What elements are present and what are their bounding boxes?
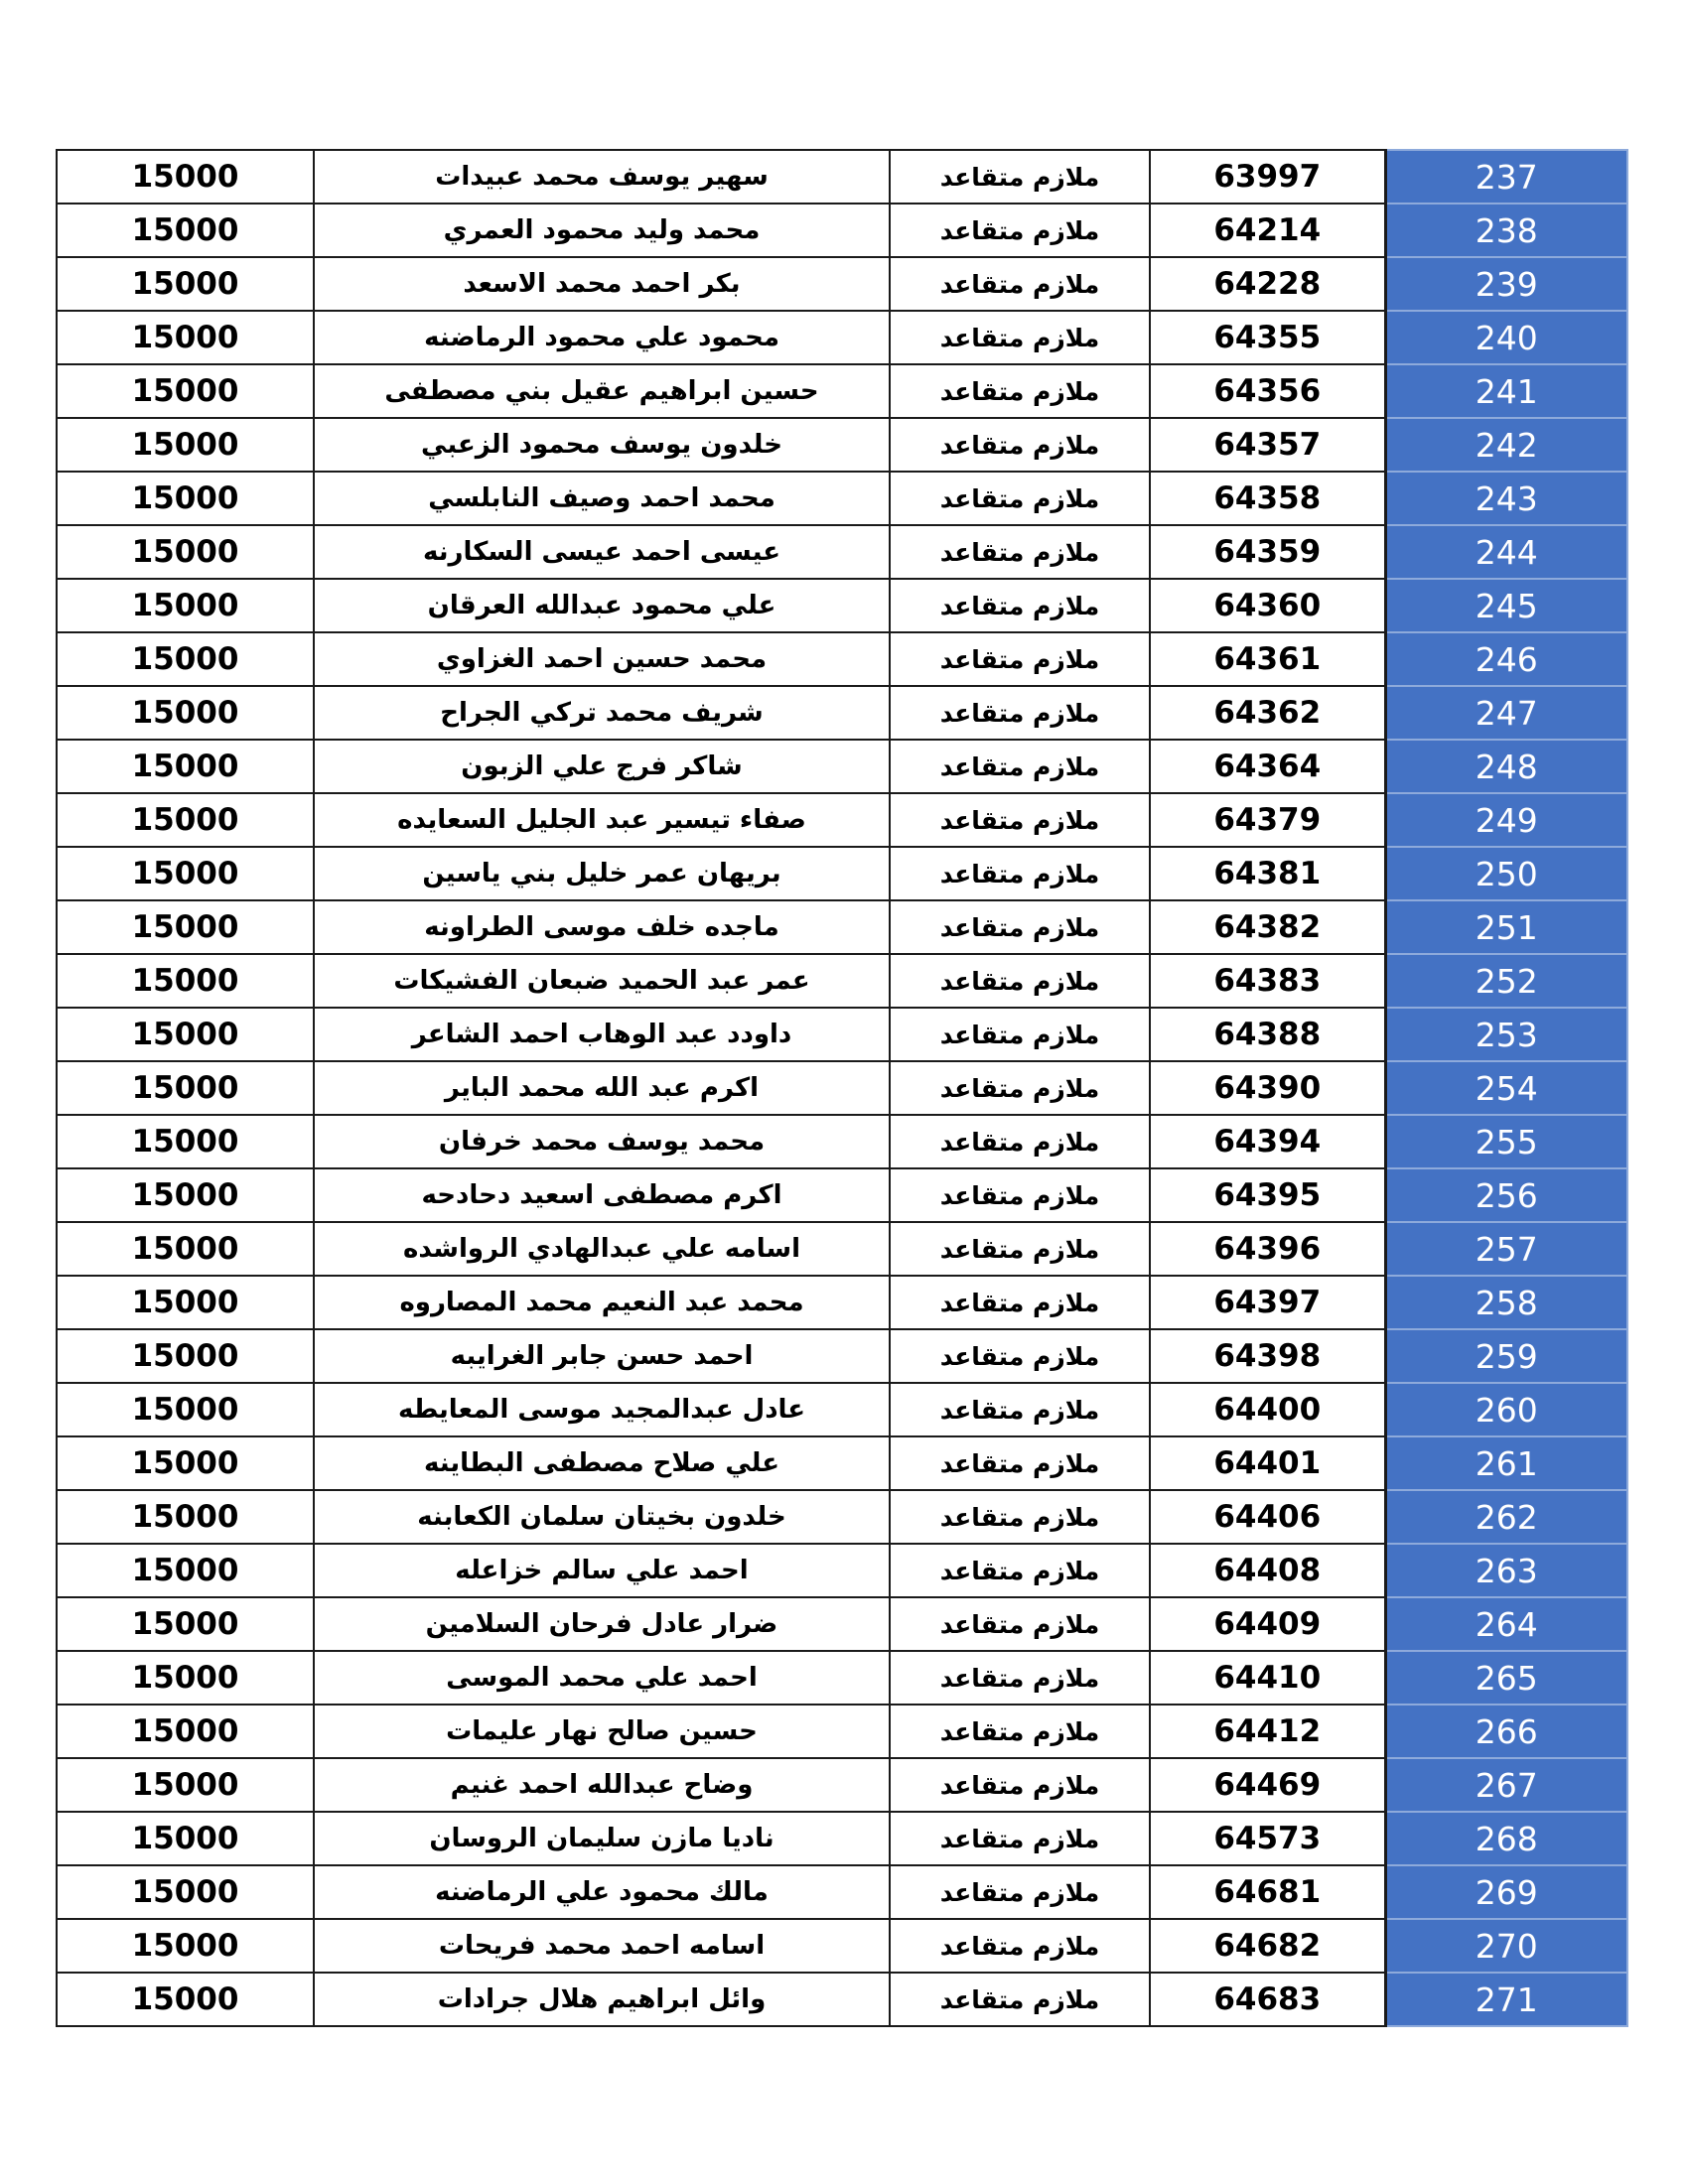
table-row	[57, 632, 1627, 686]
table-row	[57, 311, 1627, 364]
sequence-number-cell: 238	[1385, 204, 1627, 257]
amount-cell: 15000	[57, 900, 314, 954]
table-row	[57, 847, 1627, 900]
sequence-number-cell: 255	[1385, 1115, 1627, 1168]
amount-cell: 15000	[57, 311, 314, 364]
rank-cell: ملازم متقاعد	[890, 472, 1150, 525]
table-row	[57, 1383, 1627, 1436]
table-row	[57, 1919, 1627, 1973]
table-row	[57, 1490, 1627, 1544]
sequence-number-cell: 241	[1385, 364, 1627, 418]
rank-cell: ملازم متقاعد	[890, 1008, 1150, 1061]
sequence-number-cell: 262	[1385, 1490, 1627, 1544]
rank-cell: ملازم متقاعد	[890, 1115, 1150, 1168]
military-number-cell: 64356	[1150, 364, 1385, 418]
military-number-cell: 64382	[1150, 900, 1385, 954]
name-cell: احمد حسن جابر الغرايبه	[314, 1329, 890, 1383]
military-number-cell: 64683	[1150, 1973, 1385, 2026]
name-cell: بكر احمد محمد الاسعد	[314, 257, 890, 311]
name-cell: حسين ابراهيم عقيل بني مصطفى	[314, 364, 890, 418]
amount-cell: 15000	[57, 1329, 314, 1383]
sequence-number-cell: 254	[1385, 1061, 1627, 1115]
rank-cell: ملازم متقاعد	[890, 150, 1150, 204]
name-cell: علي صلاح مصطفى البطاينه	[314, 1436, 890, 1490]
name-cell: سهير يوسف محمد عبيدات	[314, 150, 890, 204]
table-row	[57, 579, 1627, 632]
name-cell: وائل ابراهيم هلال جرادات	[314, 1973, 890, 2026]
amount-cell: 15000	[57, 1168, 314, 1222]
name-cell: احمد علي محمد الموسى	[314, 1651, 890, 1705]
military-number-cell: 64214	[1150, 204, 1385, 257]
military-number-cell: 64409	[1150, 1597, 1385, 1651]
rank-cell: ملازم متقاعد	[890, 954, 1150, 1008]
amount-cell: 15000	[57, 1544, 314, 1597]
name-cell: شاكر فرج علي الزبون	[314, 740, 890, 793]
military-number-cell: 64469	[1150, 1758, 1385, 1812]
name-cell: علي محمود عبدالله العرقان	[314, 579, 890, 632]
military-number-cell: 64362	[1150, 686, 1385, 740]
name-cell: محمد يوسف محمد خرفان	[314, 1115, 890, 1168]
military-number-cell: 64401	[1150, 1436, 1385, 1490]
amount-cell: 15000	[57, 740, 314, 793]
sequence-number-cell: 271	[1385, 1973, 1627, 2026]
table-row	[57, 900, 1627, 954]
table-row	[57, 1544, 1627, 1597]
amount-cell: 15000	[57, 1008, 314, 1061]
rank-cell: ملازم متقاعد	[890, 900, 1150, 954]
name-cell: اسامه احمد محمد فريحات	[314, 1919, 890, 1973]
sequence-number-cell: 263	[1385, 1544, 1627, 1597]
name-cell: ماجده خلف موسى الطراونه	[314, 900, 890, 954]
amount-cell: 15000	[57, 472, 314, 525]
sequence-number-cell: 265	[1385, 1651, 1627, 1705]
amount-cell: 15000	[57, 1705, 314, 1758]
table-row	[57, 1115, 1627, 1168]
military-number-cell: 64381	[1150, 847, 1385, 900]
table-row	[57, 1705, 1627, 1758]
sequence-number-cell: 242	[1385, 418, 1627, 472]
sequence-number-cell: 239	[1385, 257, 1627, 311]
sequence-number-cell: 268	[1385, 1812, 1627, 1865]
amount-cell: 15000	[57, 686, 314, 740]
rank-cell: ملازم متقاعد	[890, 1597, 1150, 1651]
sequence-number-cell: 261	[1385, 1436, 1627, 1490]
sequence-number-cell: 250	[1385, 847, 1627, 900]
rank-cell: ملازم متقاعد	[890, 847, 1150, 900]
table-row	[57, 1865, 1627, 1919]
military-number-cell: 64379	[1150, 793, 1385, 847]
sequence-number-cell: 237	[1385, 150, 1627, 204]
sequence-number-cell: 240	[1385, 311, 1627, 364]
military-number-cell: 64397	[1150, 1276, 1385, 1329]
sequence-number-cell: 245	[1385, 579, 1627, 632]
name-cell: اسامه علي عبدالهادي الرواشده	[314, 1222, 890, 1276]
name-cell: احمد علي سالم خزاعله	[314, 1544, 890, 1597]
military-number-cell: 63997	[1150, 150, 1385, 204]
name-cell: عمر عبد الحميد ضبعان الفشيكات	[314, 954, 890, 1008]
table-row	[57, 1168, 1627, 1222]
table-row	[57, 1436, 1627, 1490]
rank-cell: ملازم متقاعد	[890, 1758, 1150, 1812]
table-row	[57, 1973, 1627, 2026]
data-table	[56, 149, 1628, 2027]
rank-cell: ملازم متقاعد	[890, 311, 1150, 364]
sequence-number-cell: 257	[1385, 1222, 1627, 1276]
military-number-cell: 64573	[1150, 1812, 1385, 1865]
sequence-number-cell: 266	[1385, 1705, 1627, 1758]
rank-cell: ملازم متقاعد	[890, 793, 1150, 847]
table-row	[57, 740, 1627, 793]
sequence-number-cell: 264	[1385, 1597, 1627, 1651]
amount-cell: 15000	[57, 1973, 314, 2026]
rank-cell: ملازم متقاعد	[890, 1436, 1150, 1490]
amount-cell: 15000	[57, 579, 314, 632]
name-cell: داودد عبد الوهاب احمد الشاعر	[314, 1008, 890, 1061]
name-cell: وضاح عبدالله احمد غنيم	[314, 1758, 890, 1812]
rank-cell: ملازم متقاعد	[890, 686, 1150, 740]
amount-cell: 15000	[57, 204, 314, 257]
amount-cell: 15000	[57, 1061, 314, 1115]
table-row	[57, 1812, 1627, 1865]
name-cell: شريف محمد تركي الجراح	[314, 686, 890, 740]
table-row	[57, 686, 1627, 740]
military-number-cell: 64408	[1150, 1544, 1385, 1597]
sequence-number-cell: 251	[1385, 900, 1627, 954]
amount-cell: 15000	[57, 364, 314, 418]
amount-cell: 15000	[57, 257, 314, 311]
table-row	[57, 525, 1627, 579]
rank-cell: ملازم متقاعد	[890, 204, 1150, 257]
military-number-cell: 64682	[1150, 1919, 1385, 1973]
military-number-cell: 64412	[1150, 1705, 1385, 1758]
military-number-cell: 64394	[1150, 1115, 1385, 1168]
amount-cell: 15000	[57, 1436, 314, 1490]
rank-cell: ملازم متقاعد	[890, 1919, 1150, 1973]
table-body	[57, 150, 1627, 2026]
military-number-cell: 64390	[1150, 1061, 1385, 1115]
rank-cell: ملازم متقاعد	[890, 1061, 1150, 1115]
military-number-cell: 64388	[1150, 1008, 1385, 1061]
name-cell: اكرم مصطفى اسعيد دحادحه	[314, 1168, 890, 1222]
amount-cell: 15000	[57, 525, 314, 579]
amount-cell: 15000	[57, 1865, 314, 1919]
sequence-number-cell: 267	[1385, 1758, 1627, 1812]
table-row	[57, 793, 1627, 847]
military-number-cell: 64398	[1150, 1329, 1385, 1383]
table-row	[57, 257, 1627, 311]
rank-cell: ملازم متقاعد	[890, 1383, 1150, 1436]
rank-cell: ملازم متقاعد	[890, 1865, 1150, 1919]
sequence-number-cell: 249	[1385, 793, 1627, 847]
name-cell: خلدون بخيتان سلمان الكعابنه	[314, 1490, 890, 1544]
amount-cell: 15000	[57, 632, 314, 686]
name-cell: بريهان عمر خليل بني ياسين	[314, 847, 890, 900]
military-number-cell: 64361	[1150, 632, 1385, 686]
sequence-number-cell: 269	[1385, 1865, 1627, 1919]
military-number-cell: 64360	[1150, 579, 1385, 632]
amount-cell: 15000	[57, 1383, 314, 1436]
name-cell: محمد وليد محمود العمري	[314, 204, 890, 257]
name-cell: عادل عبدالمجيد موسى المعايطه	[314, 1383, 890, 1436]
table-row	[57, 1329, 1627, 1383]
military-number-cell: 64396	[1150, 1222, 1385, 1276]
amount-cell: 15000	[57, 1919, 314, 1973]
name-cell: محمد عبد النعيم محمد المصاروه	[314, 1276, 890, 1329]
amount-cell: 15000	[57, 847, 314, 900]
military-number-cell: 64228	[1150, 257, 1385, 311]
rank-cell: ملازم متقاعد	[890, 364, 1150, 418]
amount-cell: 15000	[57, 1758, 314, 1812]
table-row	[57, 364, 1627, 418]
name-cell: مالك محمود علي الرماضنه	[314, 1865, 890, 1919]
name-cell: عيسى احمد عيسى السكارنه	[314, 525, 890, 579]
military-number-cell: 64355	[1150, 311, 1385, 364]
table-row	[57, 1758, 1627, 1812]
rank-cell: ملازم متقاعد	[890, 525, 1150, 579]
amount-cell: 15000	[57, 418, 314, 472]
table-row	[57, 954, 1627, 1008]
military-number-cell: 64383	[1150, 954, 1385, 1008]
rank-cell: ملازم متقاعد	[890, 1544, 1150, 1597]
table-row	[57, 1597, 1627, 1651]
table-row	[57, 1276, 1627, 1329]
table-row	[57, 1061, 1627, 1115]
rank-cell: ملازم متقاعد	[890, 257, 1150, 311]
sequence-number-cell: 260	[1385, 1383, 1627, 1436]
name-cell: صفاء تيسير عبد الجليل السعايده	[314, 793, 890, 847]
name-cell: حسين صالح نهار عليمات	[314, 1705, 890, 1758]
amount-cell: 15000	[57, 1812, 314, 1865]
sequence-number-cell: 256	[1385, 1168, 1627, 1222]
rank-cell: ملازم متقاعد	[890, 1168, 1150, 1222]
amount-cell: 15000	[57, 150, 314, 204]
military-number-cell: 64410	[1150, 1651, 1385, 1705]
military-number-cell: 64358	[1150, 472, 1385, 525]
sequence-number-cell: 247	[1385, 686, 1627, 740]
rank-cell: ملازم متقاعد	[890, 1973, 1150, 2026]
table-row	[57, 1222, 1627, 1276]
sequence-number-cell: 243	[1385, 472, 1627, 525]
sequence-number-cell: 246	[1385, 632, 1627, 686]
name-cell: اكرم عبد الله محمد الباير	[314, 1061, 890, 1115]
amount-cell: 15000	[57, 793, 314, 847]
table-row	[57, 150, 1627, 204]
sequence-number-cell: 270	[1385, 1919, 1627, 1973]
table-row	[57, 472, 1627, 525]
sequence-number-cell: 252	[1385, 954, 1627, 1008]
name-cell: محمد حسين احمد الغزاوي	[314, 632, 890, 686]
amount-cell: 15000	[57, 1115, 314, 1168]
sequence-number-cell: 258	[1385, 1276, 1627, 1329]
amount-cell: 15000	[57, 1490, 314, 1544]
rank-cell: ملازم متقاعد	[890, 418, 1150, 472]
name-cell: محمد احمد وصيف النابلسي	[314, 472, 890, 525]
rank-cell: ملازم متقاعد	[890, 1651, 1150, 1705]
table-row	[57, 1651, 1627, 1705]
military-number-cell: 64364	[1150, 740, 1385, 793]
military-number-cell: 64359	[1150, 525, 1385, 579]
rank-cell: ملازم متقاعد	[890, 632, 1150, 686]
sequence-number-cell: 244	[1385, 525, 1627, 579]
name-cell: خلدون يوسف محمود الزعبي	[314, 418, 890, 472]
military-number-cell: 64357	[1150, 418, 1385, 472]
rank-cell: ملازم متقاعد	[890, 1812, 1150, 1865]
rank-cell: ملازم متقاعد	[890, 1705, 1150, 1758]
rank-cell: ملازم متقاعد	[890, 1222, 1150, 1276]
amount-cell: 15000	[57, 1222, 314, 1276]
military-number-cell: 64400	[1150, 1383, 1385, 1436]
table-row	[57, 204, 1627, 257]
name-cell: محمود علي محمود الرماضنه	[314, 311, 890, 364]
table-row	[57, 1008, 1627, 1061]
rank-cell: ملازم متقاعد	[890, 579, 1150, 632]
amount-cell: 15000	[57, 1276, 314, 1329]
sequence-number-cell: 259	[1385, 1329, 1627, 1383]
rank-cell: ملازم متقاعد	[890, 740, 1150, 793]
rank-cell: ملازم متقاعد	[890, 1329, 1150, 1383]
sequence-number-cell: 248	[1385, 740, 1627, 793]
military-number-cell: 64681	[1150, 1865, 1385, 1919]
military-number-cell: 64395	[1150, 1168, 1385, 1222]
amount-cell: 15000	[57, 954, 314, 1008]
rank-cell: ملازم متقاعد	[890, 1276, 1150, 1329]
name-cell: ناديا مازن سليمان الروسان	[314, 1812, 890, 1865]
sequence-number-cell: 253	[1385, 1008, 1627, 1061]
amount-cell: 15000	[57, 1597, 314, 1651]
amount-cell: 15000	[57, 1651, 314, 1705]
name-cell: ضرار عادل فرحان السلامين	[314, 1597, 890, 1651]
rank-cell: ملازم متقاعد	[890, 1490, 1150, 1544]
military-number-cell: 64406	[1150, 1490, 1385, 1544]
table-row	[57, 418, 1627, 472]
